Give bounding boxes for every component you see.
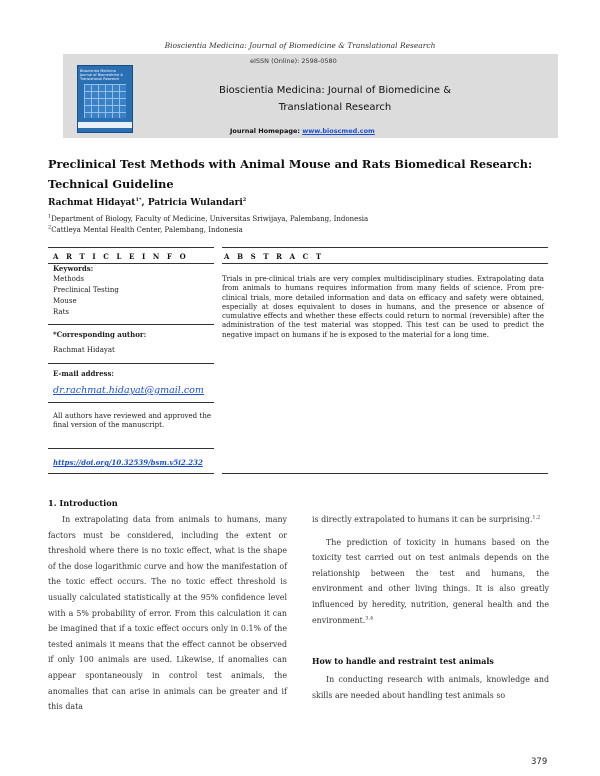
- author-name: Patricia Wulandari: [147, 198, 243, 208]
- keyword: Methods: [53, 275, 84, 283]
- page-number: 379: [531, 757, 548, 767]
- corresponding-name: Rachmat Hidayat: [53, 346, 115, 354]
- divider: [48, 324, 214, 325]
- paragraph: is directly extrapolated to humans it can be surprising.$^{1,2}$: [312, 514, 541, 524]
- body-column-left: [48, 512, 287, 715]
- article-info-heading: A R T I C L E I N F O: [53, 252, 189, 261]
- eissn: eISSN (Online): 2598-0580: [250, 57, 337, 65]
- journal-homepage: Journal Homepage: www.bioscmed.com: [230, 127, 375, 135]
- keyword: Rats: [53, 308, 70, 316]
- body-column-right-continued: [312, 672, 549, 703]
- divider: [48, 402, 214, 403]
- introduction-heading: 1. Introduction: [48, 498, 118, 508]
- corresponding-label: *Corresponding author:: [53, 330, 147, 339]
- abstract-heading: A B S T R A C T: [224, 252, 324, 261]
- paragraph: In conducting research with animals, knowledge and skills are needed about handling test animals so: [312, 675, 549, 700]
- paragraph: In extrapolating data from animals to humans, many factors must be considered, including the extent or threshold where there is no toxic effect, what is the shape of the dose logarithmic curve and how the manifestation of the toxic effect occurs. The no toxic effect threshold is usually calculated statistically at the 95% confidence level with a 5% probability of error. From this calculation it can be imagined that if a toxic effect occurs only in 0.1% of the tested animals it means that the effect cannot be observed if only 100 animals are used. Likewise, if anomalies can appear spontaneously in control test animals, the anomalies that can arise in animals can be greater and if this data: [48, 515, 287, 712]
- journal-name: Bioscientia Medicina: Journal of Biomedicine & Translational Research: [218, 85, 452, 113]
- divider: [48, 363, 214, 364]
- cover-title: Bioscientia Medicina Journal of Biomedicine & Translational Research: [80, 69, 124, 82]
- homepage-link[interactable]: www.bioscmed.com: [302, 127, 375, 135]
- keyword: Mouse: [53, 297, 77, 305]
- keyword: Preclinical Testing: [53, 286, 119, 294]
- divider: [222, 263, 548, 264]
- review-note: All authors have reviewed and approved the final version of the manuscript.: [53, 412, 211, 429]
- divider: [48, 448, 214, 449]
- journal-cover-image: [77, 65, 133, 133]
- divider: [48, 247, 214, 248]
- author-list: Rachmat Hidayat$^{1*}$, Patricia Wulandari$^2$: [48, 197, 247, 208]
- email-link[interactable]: dr.rachmat.hidayat@gmail.com: [53, 385, 204, 396]
- divider: [48, 473, 214, 474]
- email-label: E-mail address:: [53, 369, 115, 378]
- cover-grid-graphic: [84, 84, 126, 118]
- section-heading: How to handle and restraint test animals: [312, 657, 494, 666]
- paragraph: The prediction of toxicity in humans based on the toxicity test carried out on test animals depends on the relationship between the test and humans, the environment and other living things. It is also greatly influenced by heredity, nutrition, general health and the environment.$^{3,4}$: [312, 537, 549, 625]
- doi-link[interactable]: https://doi.org/10.32539/bsm.v5i2.232: [53, 458, 203, 467]
- keywords-label: Keywords:: [53, 264, 94, 273]
- author-name: Rachmat Hidayat: [48, 198, 136, 208]
- body-column-right: [312, 512, 549, 628]
- divider: [222, 247, 548, 248]
- abstract-text: Trials in pre-clinical trials are very complex multidisciplinary studies. Extrapolating data from animals to humans requires information from many fields of science. From pre-clinical trials, more detailed information and data on efficacy and safety were obtained, especially at doses equivalent to doses in humans, and the presence or absence of cumulative effects and whether these effects could return to normal (reversible) after the administration of the test material was stopped. This test can be used to predict the negative impact on humans if he is exposed to the material for a long time.: [222, 275, 544, 339]
- running-header: Bioscientia Medicina: Journal of Biomedicine & Translational Research: [164, 41, 436, 50]
- affiliation: $^2$Cattleya Mental Health Center, Palembang, Indonesia: [48, 224, 243, 234]
- cover-band: [78, 122, 132, 128]
- affiliation: $^1$Department of Biology, Faculty of Medicine, Universitas Sriwijaya, Palembang, Indonesia: [48, 213, 369, 223]
- divider: [222, 473, 548, 474]
- paper-title: Preclinical Test Methods with Animal Mouse and Rats Biomedical Research: Technical Guideline: [48, 157, 533, 191]
